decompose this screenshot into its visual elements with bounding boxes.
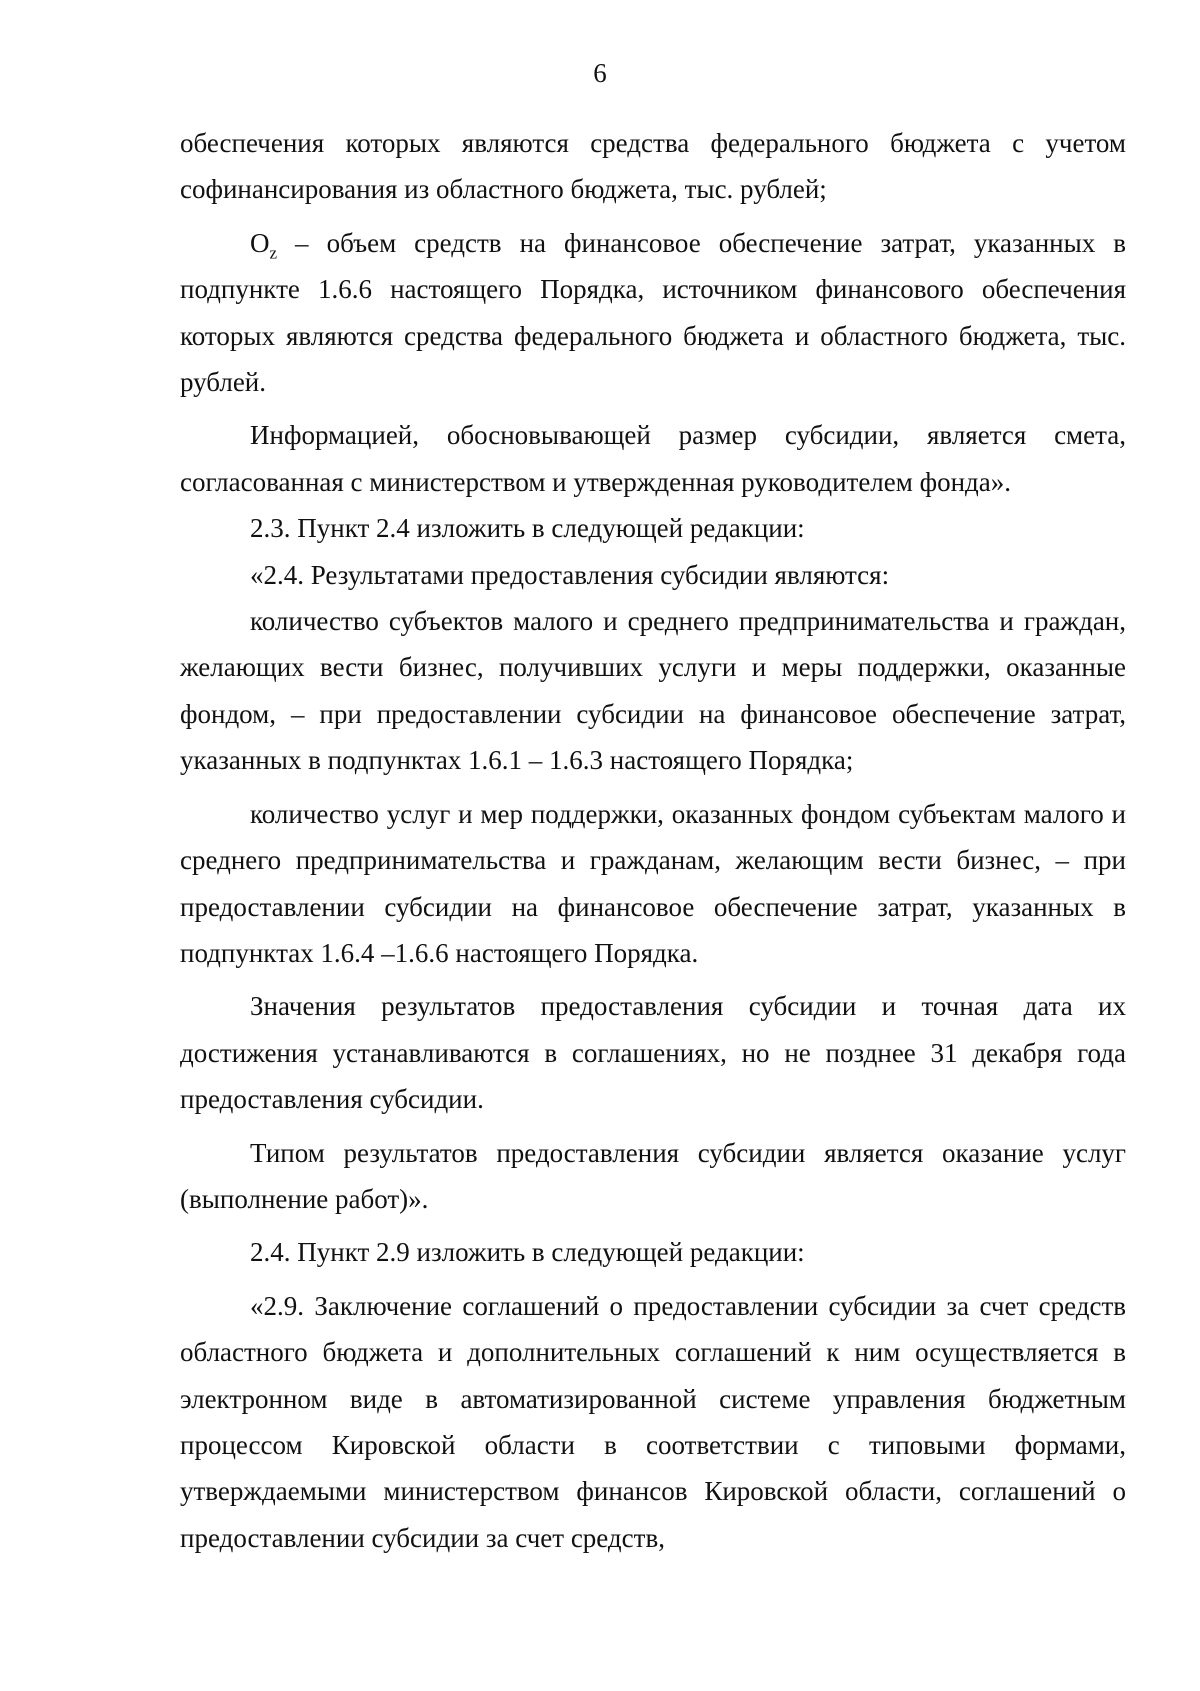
paragraph-result-values-deadline: Значения результатов предоставления субсидии и точная дата их достижения устанавливаются в соглашениях, но не позднее 31 декабря года предоставления субсидии. xyxy=(180,991,1126,1115)
paragraph-clause-2-9: «2.9. Заключение соглашений о предоставлении субсидии за счет средств областного бюджета и дополнительных соглашений к ним осуществляется в электронном виде в автоматизированной системе управления бюджетным процессом Кировской области в соответствии с типовыми формами, утверждаемыми министерством финансов Кировской области, соглашений о предоставлении субсидии за счет средств, xyxy=(180,1290,1126,1553)
paragraph-clause-2-3: 2.3. Пункт 2.4 изложить в следующей редакции: xyxy=(250,513,805,544)
oz-definition-text: – объем средств на финансовое обеспечение затрат, указанных в подпункте 1.6.6 настоящего Порядка, источником финансового обеспечения которых являются средства федерального бюджета и областного бюджета, тыс. рублей. xyxy=(180,227,1126,398)
document-body xyxy=(180,120,1126,1561)
paragraph-result-type: Типом результатов предоставления субсидии является оказание услуг (выполнение работ)». xyxy=(180,1137,1126,1214)
paragraph-oz-definition xyxy=(180,220,1126,406)
paragraph-estimate-info: Информацией, обосновывающей размер субсидии, является смета, согласованная с министерством и утвержденная руководителем фонда». xyxy=(180,420,1126,497)
paragraph-result-services-count: количество услуг и мер поддержки, оказанных фондом субъектам малого и среднего предпринимательства и гражданам, желающим вести бизнес, – при предоставлении субсидии на финансовое обеспечение затрат, указанных в подпунктах 1.6.4 –1.6.6 настоящего Порядка. xyxy=(180,798,1126,968)
oz-subscript: z xyxy=(269,243,278,263)
paragraph-clause-2-4-heading: «2.4. Результатами предоставления субсидии являются: xyxy=(250,559,890,590)
paragraph-result-subjects-count: количество субъектов малого и среднего предпринимательства и граждан, желающих вести бизнес, получивших услуги и меры поддержки, оказанные фондом, – при предоставлении субсидии на финансовое обеспечение затрат, указанных в подпунктах 1.6.1 – 1.6.3 настоящего Порядка; xyxy=(180,606,1126,776)
paragraph-funding-sources: обеспечения которых являются средства федерального бюджета с учетом софинансирования из областного бюджета, тыс. рублей; xyxy=(180,128,1126,205)
paragraph-clause-2-4-amendment: 2.4. Пункт 2.9 изложить в следующей редакции: xyxy=(250,1237,805,1268)
page-number: 6 xyxy=(593,58,607,88)
oz-symbol: O xyxy=(250,227,270,258)
